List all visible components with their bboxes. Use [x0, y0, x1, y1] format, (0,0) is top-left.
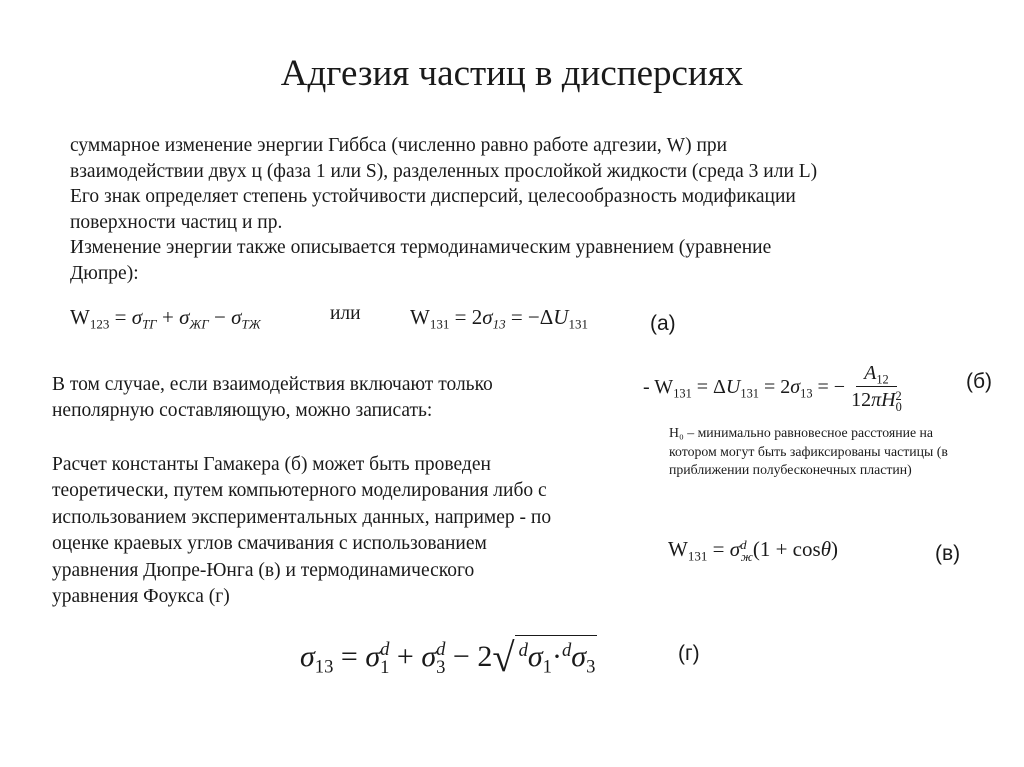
hamaker-line: теоретически, путем компьютерного моделирования либо с: [52, 480, 547, 502]
hamaker-line: уравнения Дюпре-Юнга (в) и термодинамического: [52, 559, 475, 581]
equation-label-v: (в): [935, 542, 961, 565]
intro-line: Изменение энергии также описывается термодинамическим уравнением (уравнение: [70, 237, 772, 259]
h0-note: [669, 424, 948, 480]
intro-paragraph: [70, 133, 817, 287]
h0-note-line: H₀ – минимально равновесное расстояние на: [669, 425, 934, 440]
equation-label-g: (г): [678, 642, 700, 665]
intro-line: взаимодействии двух ц (фаза 1 или S), разделенных прослойкой жидкости (среда 3 или L): [70, 160, 818, 182]
hamaker-paragraph: [52, 452, 551, 610]
or-word: или: [330, 303, 361, 324]
h0-note-line: котором могут быть зафиксированы частицы (в: [669, 443, 948, 459]
hamaker-line: использованием экспериментальных данных, например - по: [52, 506, 552, 528]
dupre-young-equation: $W_{131} = \sigma^d_ж(1 + \cos\theta)$: [668, 536, 839, 564]
slide-title: Адгезия частиц в дисперсиях: [280, 53, 744, 94]
case-line: неполярную составляющую, можно записать:: [52, 399, 433, 421]
dupre-equation: $W_{123} = \sigma_{ТГ} + \sigma_{ЖГ} - \sigma_{ТЖ}$: [70, 305, 261, 332]
fowkes-equation: $\sigma_{13} = \sigma^d_1 + \sigma^d_3 - 2√$ $^d\sigma_1\cdot^d\sigma_3$: [300, 635, 596, 680]
cohesion-equation: $W_{131} = 2\sigma_{13} = -\Delta U_{131}$: [410, 305, 588, 332]
intro-line: суммарное изменение энергии Гиббса (численно равно работе адгезии, W) при: [70, 135, 728, 156]
hamaker-fraction: $\frac{A_{12}}{12\pi H^2_0}$: [851, 362, 902, 414]
intro-line: Дюпре):: [70, 262, 139, 284]
equation-label-a: (а): [650, 312, 676, 335]
case-line: В том случае, если взаимодействия включают только: [52, 374, 493, 395]
hamaker-line: уравнения Фоукса (г): [52, 586, 230, 608]
hamaker-line: оценке краевых углов смачивания с использованием: [52, 533, 487, 555]
hamaker-equation: - $W_{131} = \Delta U_{131} = 2\sigma_{13}$ = − $\frac{A_{12}}{12\pi H^2_0}$: [643, 362, 902, 414]
hamaker-line: Расчет константы Гамакера (б) может быть проведен: [52, 454, 491, 475]
h0-note-line: приближении полубесконечных пластин): [669, 462, 912, 477]
intro-line: Его знак определяет степень устойчивости дисперсий, целесообразность модификации: [70, 186, 796, 208]
case-paragraph: [52, 372, 493, 423]
equation-label-b: (б): [966, 370, 993, 393]
intro-line: поверхности частиц и пр.: [70, 211, 283, 233]
